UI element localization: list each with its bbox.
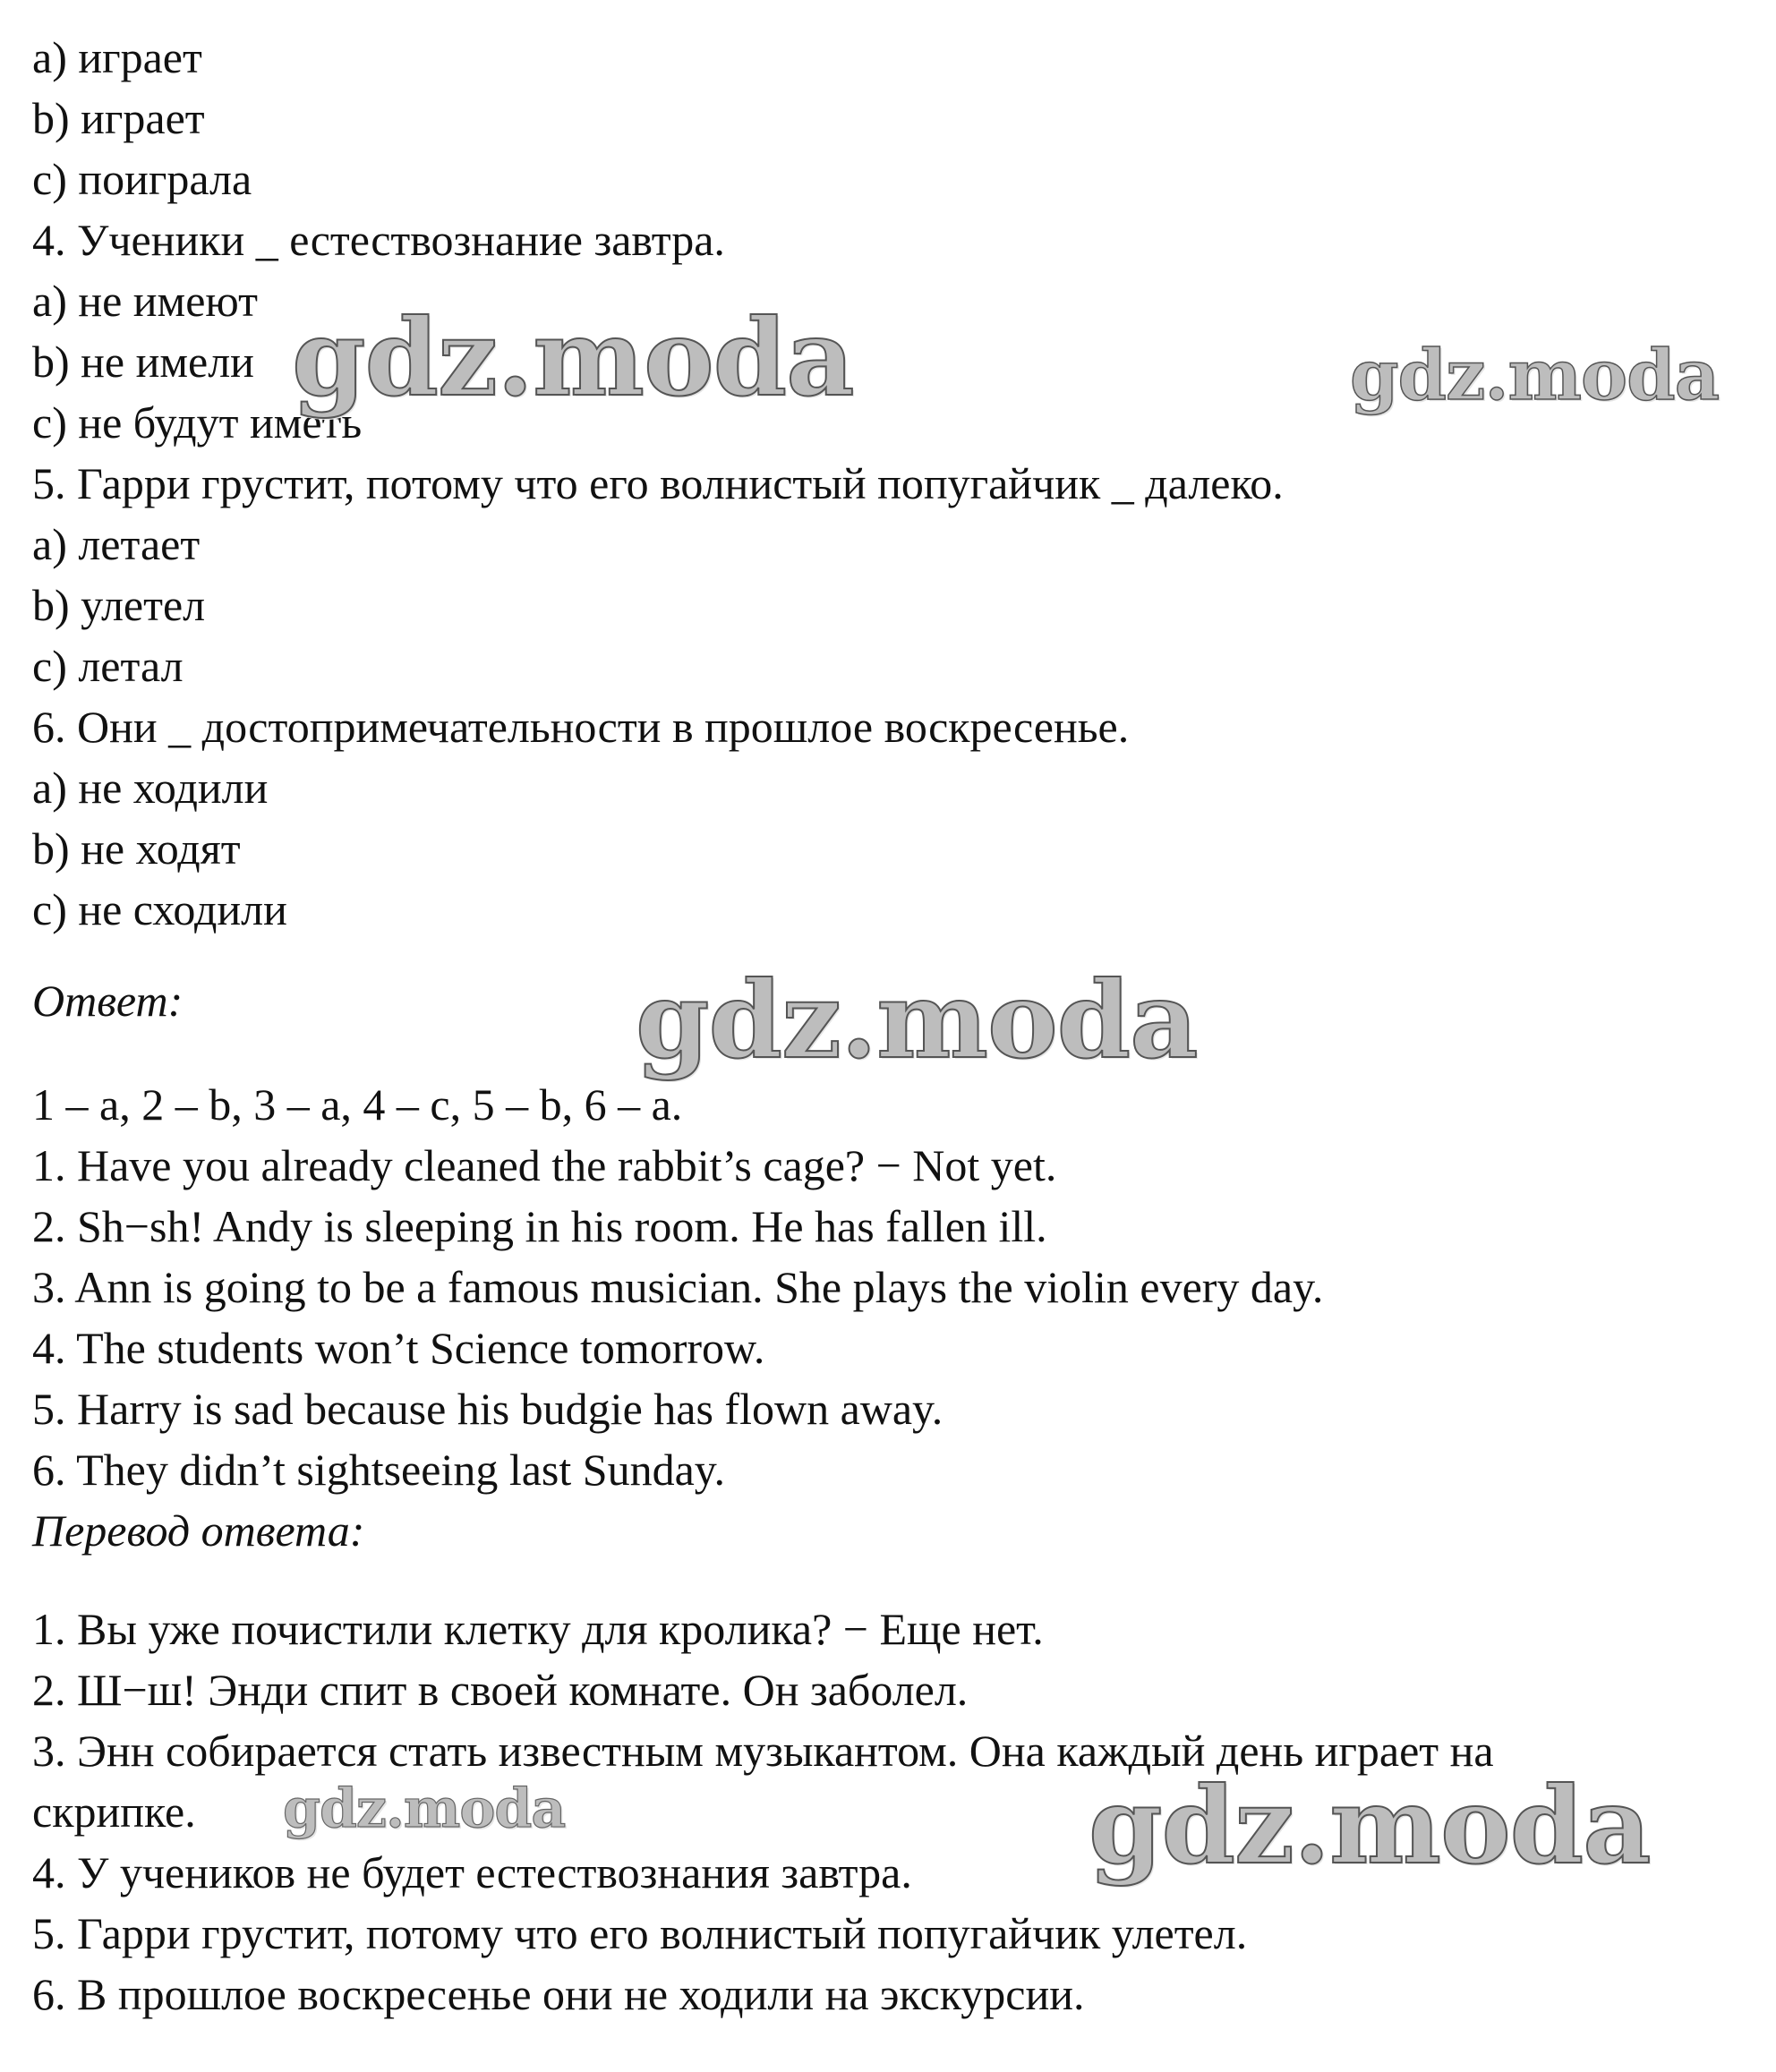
question-line: 4. Ученики _ естествознание завтра. — [32, 215, 725, 265]
answer-heading: Ответ: — [32, 976, 184, 1026]
option-line: a) летает — [32, 519, 201, 569]
answer-sentence: 5. Harry is sad because his budgie has flown away. — [32, 1384, 944, 1434]
watermark-logo: gdz.moda — [1350, 335, 1720, 416]
translation-sentence: 4. У учеников не будет естествознания завтра. — [32, 1847, 912, 1897]
translation-sentence: 6. В прошлое воскресенье они не ходили на экскурсии. — [32, 1969, 1085, 2019]
answer-sentence: 1. Have you already cleaned the rabbit’s cage? − Not yet. — [32, 1140, 1057, 1190]
option-line: b) не имели — [32, 337, 254, 387]
watermark-logo: gdz.moda — [1089, 1763, 1651, 1888]
watermark-logo: gdz.moda — [292, 295, 854, 420]
option-line: c) летал — [32, 641, 184, 691]
translation-sentence: 3. Энн собирается стать известным музыкантом. Она каждый день играет на — [32, 1726, 1494, 1776]
answer-sentence: 3. Ann is going to be a famous musician. She plays the violin every day. — [32, 1262, 1324, 1312]
option-line: a) играет — [32, 32, 202, 82]
translation-heading: Перевод ответа: — [32, 1505, 365, 1556]
translation-sentence: 5. Гарри грустит, потому что его волнистый попугайчик улетел. — [32, 1908, 1248, 1958]
answer-sentence: 2. Sh−sh! Andy is sleeping in his room. He has fallen ill. — [32, 1201, 1047, 1251]
answer-key: 1 – a, 2 – b, 3 – a, 4 – c, 5 – b, 6 – a. — [32, 1079, 683, 1130]
option-line: a) не имеют — [32, 276, 258, 326]
option-line: b) улетел — [32, 580, 206, 630]
question-line: 5. Гарри грустит, потому что его волнистый попугайчик _ далеко. — [32, 458, 1284, 508]
option-line: b) играет — [32, 93, 205, 143]
answer-sentence: 4. The students won’t Science tomorrow. — [32, 1323, 765, 1373]
option-line: a) не ходили — [32, 763, 269, 813]
translation-sentence: 2. Ш−ш! Энди спит в своей комнате. Он заболел. — [32, 1665, 969, 1715]
watermark-logo: gdz.moda — [636, 958, 1198, 1082]
translation-sentence: 1. Вы уже почистили клетку для кролика? − Еще нет. — [32, 1604, 1044, 1654]
option-line: c) не будут иметь — [32, 397, 363, 448]
question-line: 6. Они _ достопримечательности в прошлое воскресенье. — [32, 702, 1130, 752]
option-line: b) не ходят — [32, 823, 241, 874]
answer-sentence: 6. They didn’t sightseeing last Sunday. — [32, 1445, 726, 1495]
watermark-logo: gdz.moda — [283, 1778, 566, 1840]
translation-sentence: скрипке. — [32, 1786, 196, 1837]
option-line: c) не сходили — [32, 884, 287, 934]
option-line: c) поиграла — [32, 154, 252, 204]
